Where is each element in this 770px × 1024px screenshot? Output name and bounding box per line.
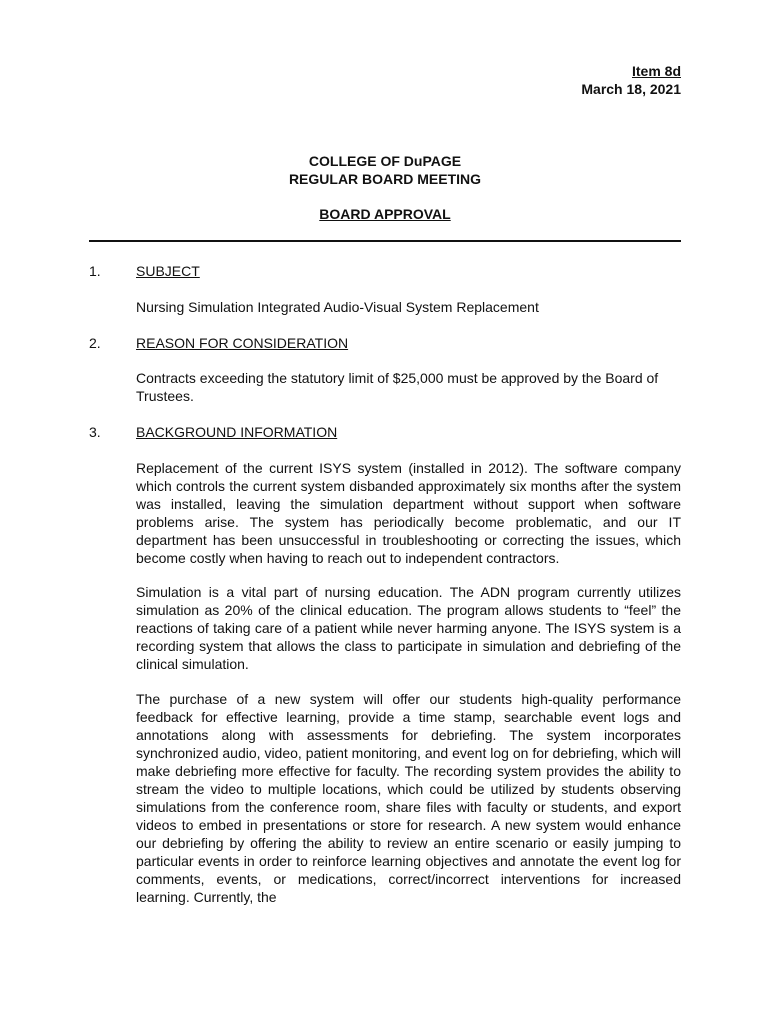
- meeting-title: REGULAR BOARD MEETING: [288, 171, 482, 187]
- section-number: 3.: [89, 424, 101, 440]
- item-number: Item 8d: [631, 63, 681, 79]
- section-number: 1.: [89, 263, 101, 279]
- background-paragraph-2: Simulation is a vital part of nursing education. The ADN program currently utilizes simulation as 20% of the clinical education. The program allows students to “feel” the reactions of taking care of a patient while never harming anyone. The ISYS system is a recording system that allows the class to participate in simulation and debriefing of the clinical simulation.: [136, 584, 681, 672]
- section-heading-reason: REASON FOR CONSIDERATION: [136, 335, 349, 351]
- subject-paragraph: Nursing Simulation Integrated Audio-Visual System Replacement: [136, 299, 539, 315]
- document-header: [581, 62, 681, 98]
- college-name: COLLEGE OF DuPAGE: [308, 153, 462, 169]
- section-heading-subject: SUBJECT: [136, 263, 200, 279]
- section-heading-background: BACKGROUND INFORMATION: [136, 424, 338, 440]
- approval-title: BOARD APPROVAL: [319, 206, 451, 222]
- reason-paragraph: Contracts exceeding the statutory limit of $25,000 must be approved by the Board of Trustees.: [136, 370, 659, 404]
- background-paragraph-3: The purchase of a new system will offer our students high-quality performance feedback for effective learning, provide a time stamp, searchable event logs and annotations along with assessments for debriefing. The system incorporates synchronized audio, video, patient monitoring, and event log on for debriefing, which will make debriefing more effective for faculty. The recording system provides the ability to stream the video to multiple locations, which could be utilized by students observing simulations from the conference room, share files with faculty or students, and export videos to embed in presentations or store for research. A new system would enhance our debriefing by offering the ability to review an entire scenario or easily jumping to particular events in order to reinforce learning objectives and annotate the event log for comments, events, or medications, correct/incorrect interventions for increased learning. Currently, the: [136, 691, 681, 905]
- section-number: 2.: [89, 335, 101, 351]
- divider-rule: [89, 240, 681, 242]
- background-paragraph-1: Replacement of the current ISYS system (installed in 2012). The software company which controls the current system disbanded approximately six months after the system was installed, leaving the simulation department without support when software problems arise. The system has periodically become problematic, and our IT department has been unsuccessful in troubleshooting or correcting the issues, which become costly when having to reach out to independent contractors.: [136, 460, 681, 566]
- meeting-date: March 18, 2021: [581, 81, 681, 97]
